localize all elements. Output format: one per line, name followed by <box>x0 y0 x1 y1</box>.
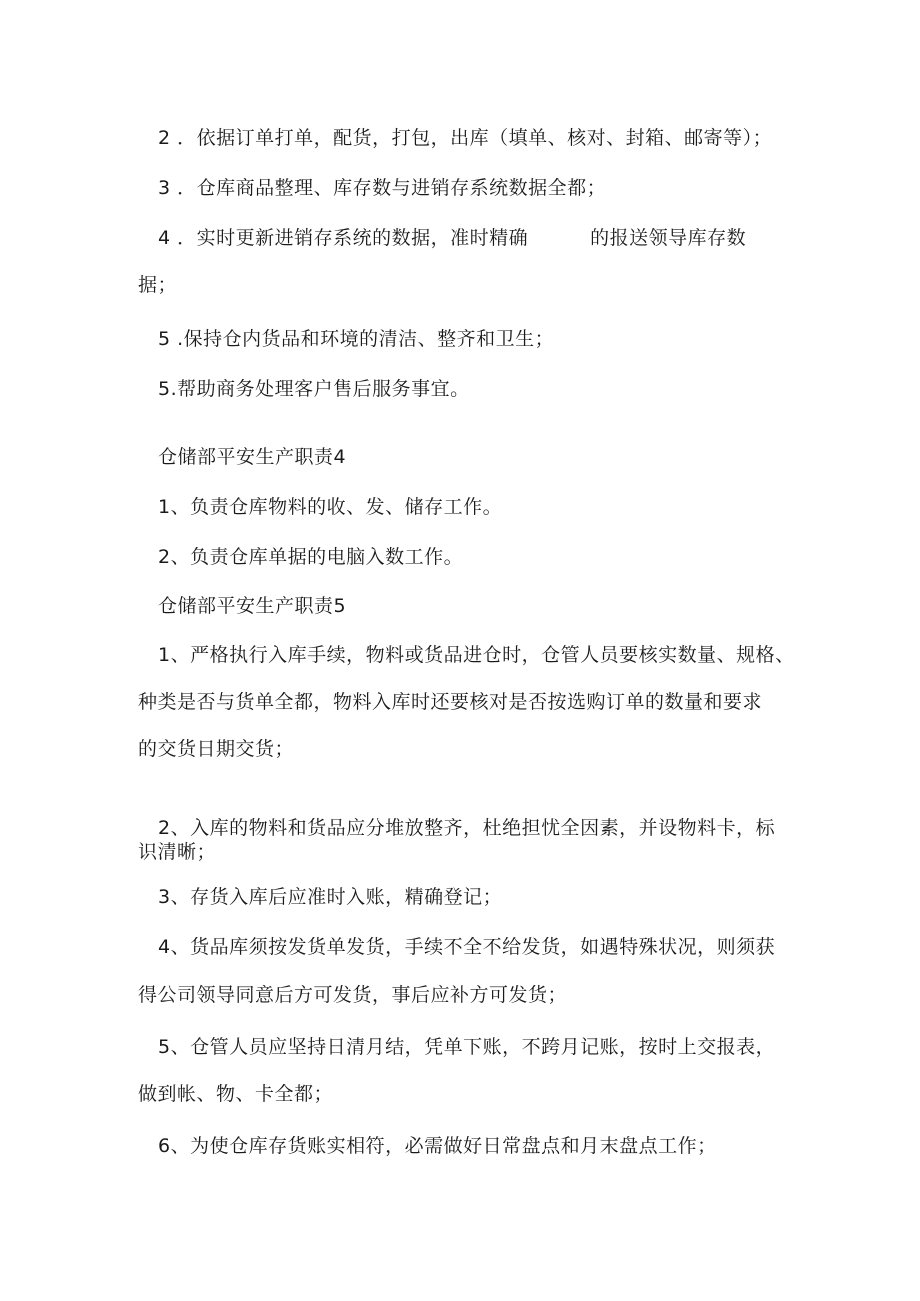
section5-item-4-continued: 得公司领导同意后方可发货，事后应补方可发货； <box>138 984 568 1006</box>
section5-item-6: 6、为使仓库存货账实相符，必需做好日常盘点和月末盘点工作； <box>158 1135 717 1157</box>
section5-item-1-continued: 的交货日期交货； <box>138 738 295 760</box>
duty-item-6: 5.帮助商务处理客户售后服务事宜。 <box>158 378 470 400</box>
section5-item-1-continued: 种类是否与货单全都，物料入库时还要核对是否按选购订单的数量和要求 <box>138 691 763 713</box>
section5-item-2: 2、入库的物料和货品应分堆放整齐，杜绝担忧全因素，并设物料卡，标 <box>158 817 776 839</box>
duty-item-5: 5 .保持仓内货品和环境的清洁、整齐和卫生； <box>158 328 555 350</box>
section4-item-1: 1、负责仓库物料的收、发、储存工作。 <box>158 496 503 518</box>
duty-item-4-part-b: 的报送领导库存数 <box>590 227 747 249</box>
section-title-5: 仓储部平安生产职责5 <box>158 595 347 617</box>
section5-item-3: 3、存货入库后应准时入账，精确登记； <box>158 886 503 908</box>
section4-item-2: 2、负责仓库单据的电脑入数工作。 <box>158 546 464 568</box>
section5-item-1: 1、严格执行入库手续，物料或货品进仓时，仓管人员要核实数量、规格、 <box>158 644 795 666</box>
section5-item-5-continued: 做到帐、物、卡全都； <box>138 1083 334 1105</box>
section5-item-5: 5、仓管人员应坚持日清月结，凭单下账，不跨月记账，按时上交报表， <box>158 1036 776 1058</box>
section5-item-2-continued: 识清晰； <box>138 841 217 863</box>
section5-item-4: 4、货品库须按发货单发货，手续不全不给发货，如遇特殊状况，则须获 <box>158 936 776 958</box>
section-title-4: 仓储部平安生产职责4 <box>158 446 347 468</box>
duty-item-4 <box>158 226 746 250</box>
duty-item-4-continued: 据； <box>138 274 178 296</box>
duty-item-3: 3 ．仓库商品整理、库存数与进销存系统数据全都； <box>158 177 607 199</box>
duty-item-2: 2 ．依据订单打单，配货，打包，出库（填单、核对、封箱、邮寄等）； <box>158 127 773 149</box>
duty-item-4-part-a: 4 ．实时更新进销存系统的数据，准时精确 <box>158 227 529 249</box>
